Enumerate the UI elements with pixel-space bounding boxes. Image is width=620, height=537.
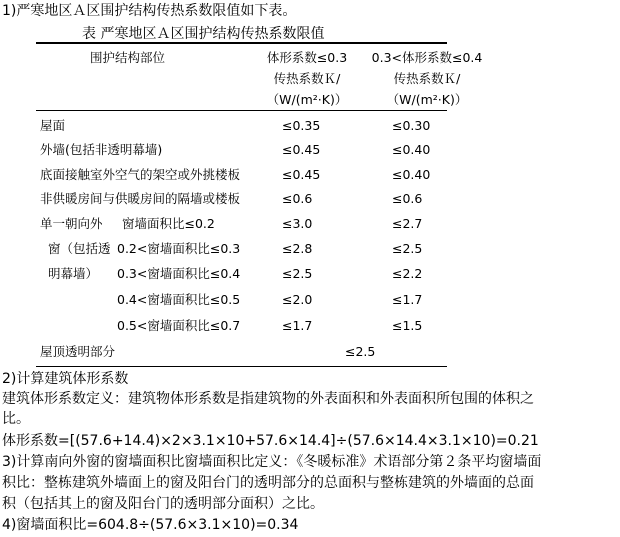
shape-coefficient-formula: 体形系数=[(57.6+14.4)×2×3.1×10+57.6×14.4]÷(57.6×14.4×3.1×10)=0.21 [2,433,539,449]
window-group-label: 明幕墙） [48,266,99,281]
window-ratio-label: 0.5<窗墙面积比≤0.7 [117,318,241,333]
row-label: 外墙(包括非透明幕墙) [40,142,163,157]
header-shape-coeff-low: 体形系数≤0.3 [266,50,348,65]
window-value-low: ≤2.5 [282,266,313,281]
row-value-high: ≤0.6 [392,191,423,206]
window-ratio-label: 0.4<窗墙面积比≤0.5 [117,292,241,307]
window-wall-ratio-definition-cont: 积（包括其上的窗及阳台门的透明部分面积）之比。 [2,496,324,512]
definition-text: 建筑体形系数定义：建筑物体形系数是指建筑物的外表面积和外表面积所包围的体积之 [2,391,534,407]
window-group-label: 窗（包括透 [48,241,111,256]
row-value-high: ≤0.30 [392,118,431,133]
window-value-high: ≤2.5 [392,241,423,256]
window-value-high: ≤1.5 [392,318,423,333]
table-bottom-rule [36,366,447,367]
window-value-low: ≤2.0 [282,292,313,307]
heading-climate-zone: 1)严寒地区Ａ区围护结构传热系数限值如下表。 [2,3,297,19]
row-value-low: ≤0.35 [282,118,321,133]
header-shape-coeff-high: 0.3<体形系数≤0.4 [371,50,483,65]
row-value-low: ≤0.6 [282,191,313,206]
heading-shape-coefficient: 2)计算建筑体形系数 [2,371,129,387]
window-value-low: ≤3.0 [282,216,313,231]
roof-transparent-value: ≤2.5 [345,344,376,359]
header-k-label-low: 传热系数Ｋ/ [273,71,341,86]
definition-text-cont: 比。 [2,411,30,427]
window-wall-ratio-formula: 4)窗墙面积比=604.8÷(57.6×3.1×10)=0.34 [2,517,299,533]
row-label: 屋面 [40,118,66,133]
row-value-high: ≤0.40 [392,142,431,157]
row-value-high: ≤0.40 [392,167,431,182]
window-ratio-label: 0.3<窗墙面积比≤0.4 [117,266,241,281]
row-label: 底面接触室外空气的架空或外挑楼板 [40,167,241,182]
table-top-rule [36,42,447,44]
row-label: 非供暖房间与供暖房间的隔墙或楼板 [40,191,241,206]
heading-window-wall-ratio: 3)计算南向外窗的窗墙面积比窗墙面积比定义：《冬暖标准》术语部分第２条平均窗墙面 [2,454,542,470]
window-value-low: ≤1.7 [282,318,313,333]
header-unit-high: （W/(m²·K)） [386,92,468,107]
window-group-label: 单一朝向外 [40,216,103,231]
window-value-high: ≤2.2 [392,266,423,281]
window-value-high: ≤2.7 [392,216,423,231]
roof-transparent-label: 屋顶透明部分 [40,344,116,359]
header-k-label-high: 传热系数Ｋ/ [393,71,461,86]
table-header-rule [36,110,447,111]
window-value-low: ≤2.8 [282,241,313,256]
header-part: 围护结构部位 [90,50,166,65]
window-ratio-label: 窗墙面积比≤0.2 [122,216,215,231]
table-title: 表 严寒地区Ａ区围护结构传热系数限值 [82,26,325,42]
row-value-low: ≤0.45 [282,142,321,157]
window-wall-ratio-definition: 积比：整栋建筑外墙面上的窗及阳台门的透明部分的总面积与整栋建筑的外墙面的总面 [2,475,534,491]
header-unit-low: （W/(m²·K)） [266,92,348,107]
window-ratio-label: 0.2<窗墙面积比≤0.3 [117,241,241,256]
window-value-high: ≤1.7 [392,292,423,307]
row-value-low: ≤0.45 [282,167,321,182]
